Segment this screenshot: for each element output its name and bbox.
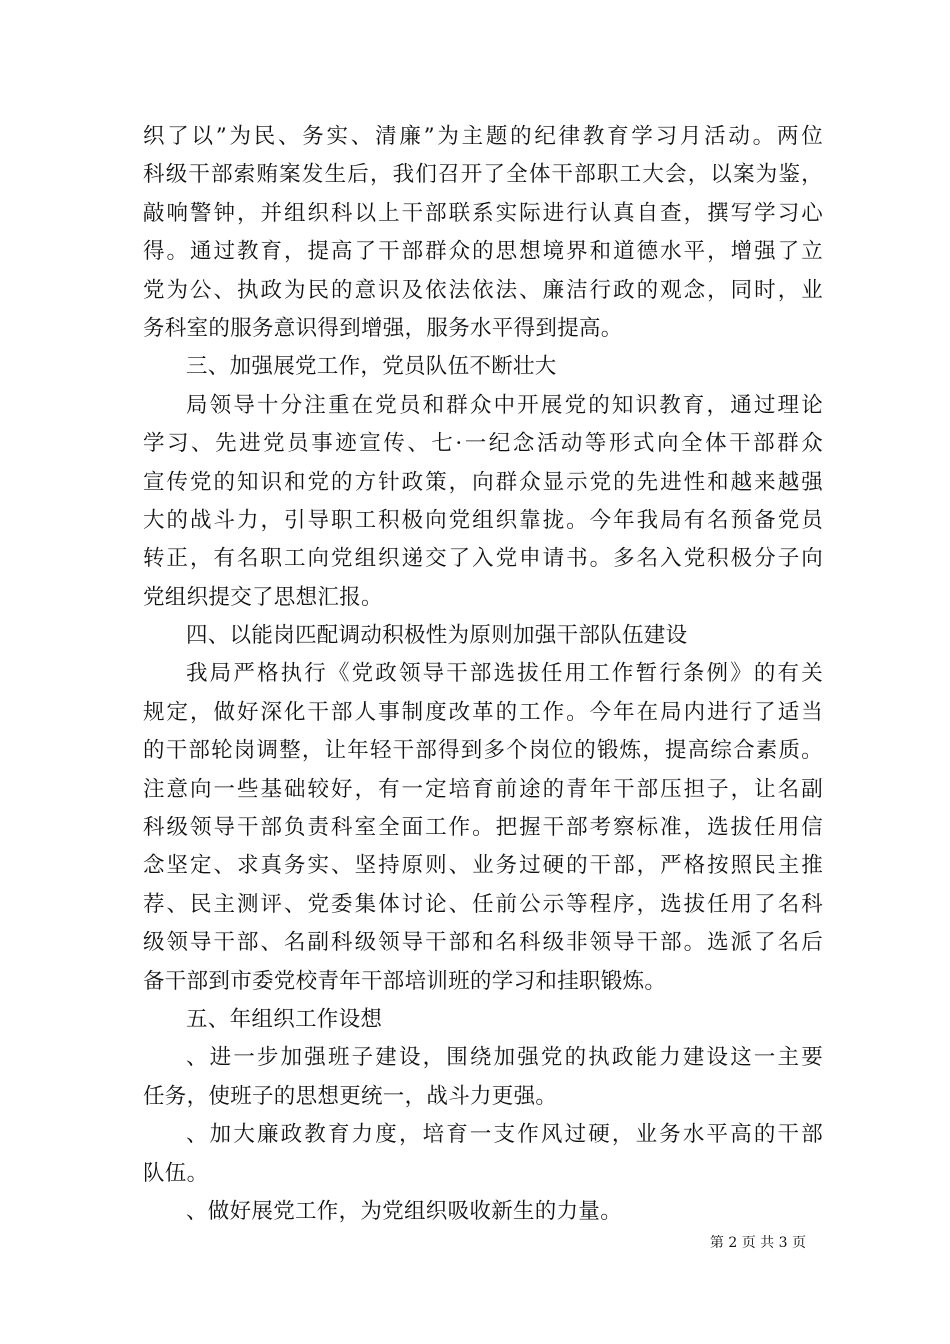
text-line: 织了以”为民、务实、清廉”为主题的纪律教育学习月活动。两位 xyxy=(143,124,823,149)
text-line: 规定，做好深化干部人事制度改革的工作。今年在局内进行了适当 xyxy=(143,699,823,725)
text-line: 党为公、执政为民的意识及依法依法、廉洁行政的观念，同时，业 xyxy=(143,277,823,303)
text-line: 得。通过教育，提高了干部群众的思想境界和道德水平，增强了立 xyxy=(143,239,823,265)
section-heading-3: 三、加强展党工作，党员队伍不断壮大 xyxy=(186,354,557,380)
text-line: 级领导干部、名副科级领导干部和名科级非领导干部。选派了名后 xyxy=(143,930,823,956)
text-line: 任务，使班子的思想更统一，战斗力更强。 xyxy=(143,1083,558,1109)
text-line: 大的战斗力，引导职工积极向党组织靠拢。今年我局有名预备党员 xyxy=(143,507,823,533)
text-line: 备干部到市委党校青年干部培训班的学习和挂职锻炼。 xyxy=(143,968,667,994)
text-line: 注意向一些基础较好，有一定培育前途的青年干部压担子，让名副 xyxy=(143,776,823,802)
section-heading-4: 四、以能岗匹配调动积极性为原则加强干部队伍建设 xyxy=(186,623,688,649)
document-body xyxy=(143,118,823,1231)
text-line: 务科室的服务意识得到增强，服务水平得到提高。 xyxy=(143,315,623,341)
text-line: 、加大廉政教育力度，培育一支作风过硬，业务水平高的干部 xyxy=(186,1122,823,1148)
text-line: 局领导十分注重在党员和群众中开展党的知识教育，通过理论 xyxy=(186,392,823,418)
text-line: 、做好展党工作，为党组织吸收新生的力量。 xyxy=(186,1198,623,1224)
text-line: 宣传党的知识和党的方针政策，向群众显示党的先进性和越来越强 xyxy=(143,469,823,495)
text-line: 队伍。 xyxy=(143,1160,209,1186)
text-line: 学习、先进党员事迹宣传、七·一纪念活动等形式向全体干部群众 xyxy=(143,431,823,457)
text-line: 荐、民主测评、党委集体讨论、任前公示等程序，选拔任用了名科 xyxy=(143,891,823,917)
text-line: 念坚定、求真务实、坚持原则、业务过硬的干部，严格按照民主推 xyxy=(143,853,823,879)
page-number: 第 2 页 共 3 页 xyxy=(709,1235,806,1251)
text-line: 我局严格执行《党政领导干部选拔任用工作暂行条例》的有关 xyxy=(186,661,823,687)
text-line: 、进一步加强班子建设，围绕加强党的执政能力建设这一主要 xyxy=(186,1045,823,1071)
text-line: 的干部轮岗调整，让年轻干部得到多个岗位的锻炼，提高综合素质。 xyxy=(143,738,823,764)
text-line: 转正，有名职工向党组织递交了入党申请书。多名入党积极分子向 xyxy=(143,546,823,572)
text-line: 敲响警钟，并组织科以上干部联系实际进行认真自查，撰写学习心 xyxy=(143,200,823,226)
section-heading-5: 五、年组织工作设想 xyxy=(186,1006,383,1032)
text-line: 科级干部索贿案发生后，我们召开了全体干部职工大会，以案为鉴， xyxy=(143,162,823,188)
text-line: 科级领导干部负责科室全面工作。把握干部考察标准，选拔任用信 xyxy=(143,815,823,841)
text-line: 党组织提交了思想汇报。 xyxy=(143,584,383,610)
